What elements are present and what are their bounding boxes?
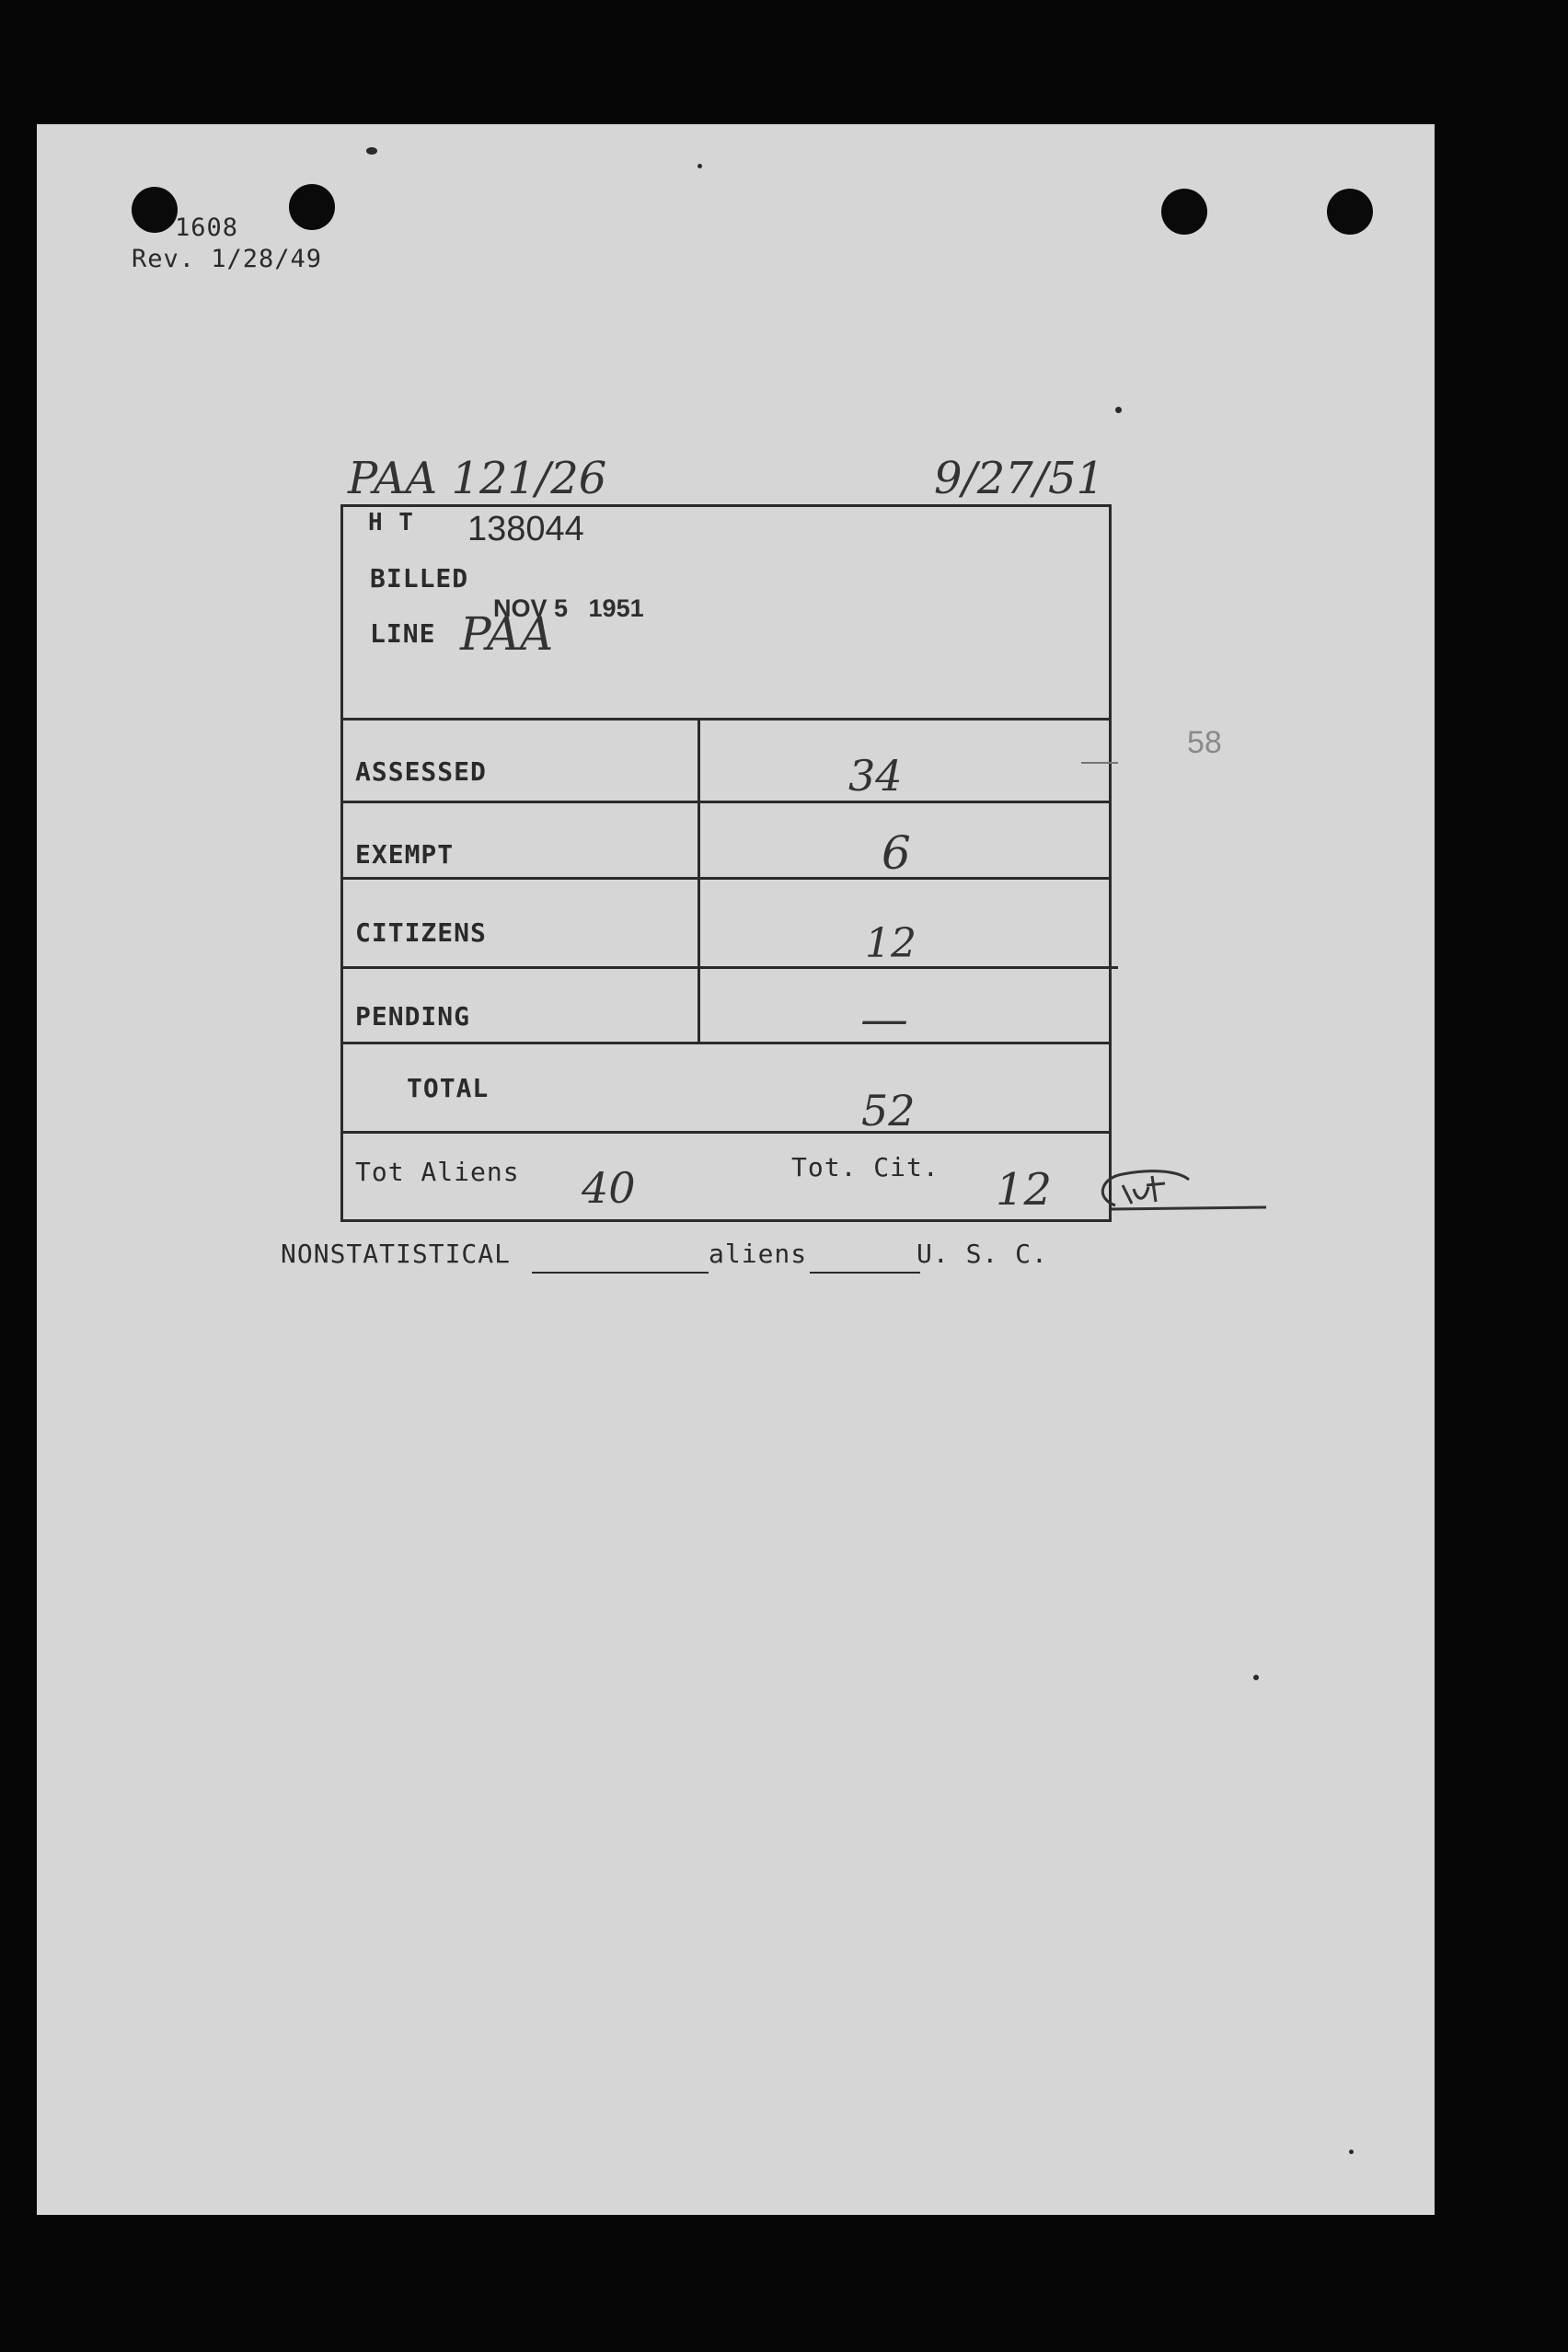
handwritten-date: 9/27/51	[934, 453, 1105, 504]
ht-label: H T	[368, 509, 414, 536]
row-label-exempt: EXEMPT	[355, 839, 455, 870]
form-table	[340, 504, 1112, 1222]
row-value-exempt: 6	[882, 826, 911, 880]
row-divider	[340, 966, 1118, 969]
row-value-citizens: 12	[865, 920, 917, 967]
row-divider	[340, 718, 1112, 721]
aliens-blank	[810, 1272, 920, 1274]
footer-aliens-label: aliens	[709, 1239, 808, 1269]
dash-mark	[1081, 762, 1118, 764]
side-number: 58	[1187, 725, 1222, 760]
billed-label: BILLED	[370, 563, 469, 594]
speck	[1349, 2150, 1354, 2154]
nonstatistical-blank	[532, 1272, 709, 1274]
punch-hole	[1161, 189, 1207, 235]
form-revision: Rev. 1/28/49	[132, 245, 323, 273]
row-label-assessed: ASSESSED	[355, 756, 487, 787]
line-label: LINE	[370, 618, 436, 649]
row-divider	[340, 1131, 1112, 1134]
row-label-citizens: CITIZENS	[355, 917, 487, 948]
ht-number: 138044	[467, 510, 584, 548]
usc-label: U. S. C.	[917, 1239, 1048, 1269]
row-divider	[340, 877, 1112, 880]
billed-date-stamp: NOV 5 1951	[493, 594, 644, 622]
speck	[698, 164, 702, 168]
form-number: 1608	[175, 213, 239, 242]
initials-text	[1132, 1165, 1165, 1188]
row-divider	[340, 801, 1112, 803]
speck	[1253, 1675, 1259, 1680]
total-label: TOTAL	[407, 1073, 490, 1103]
total-aliens-value: 40	[582, 1163, 636, 1213]
initials-mark	[1086, 1158, 1270, 1222]
punch-hole	[289, 184, 335, 230]
total-citizens-value: 12	[996, 1164, 1053, 1216]
total-aliens-label: Tot Aliens	[355, 1157, 520, 1187]
row-divider	[340, 1042, 1112, 1044]
line-value: PAA	[460, 607, 554, 661]
total-citizens-label: Tot. Cit.	[791, 1152, 940, 1182]
total-value: 52	[861, 1086, 916, 1136]
punch-hole	[132, 187, 178, 233]
row-value-pending: —	[860, 992, 908, 1047]
carrier-flight-note: PAA 121/26	[348, 453, 607, 504]
speck	[1115, 407, 1122, 413]
row-label-pending: PENDING	[355, 1001, 471, 1032]
nonstatistical-label: NONSTATISTICAL	[281, 1239, 512, 1269]
speck	[366, 147, 377, 155]
column-divider	[698, 718, 700, 1044]
punch-hole	[1327, 189, 1373, 235]
row-value-assessed: 34	[848, 751, 903, 801]
